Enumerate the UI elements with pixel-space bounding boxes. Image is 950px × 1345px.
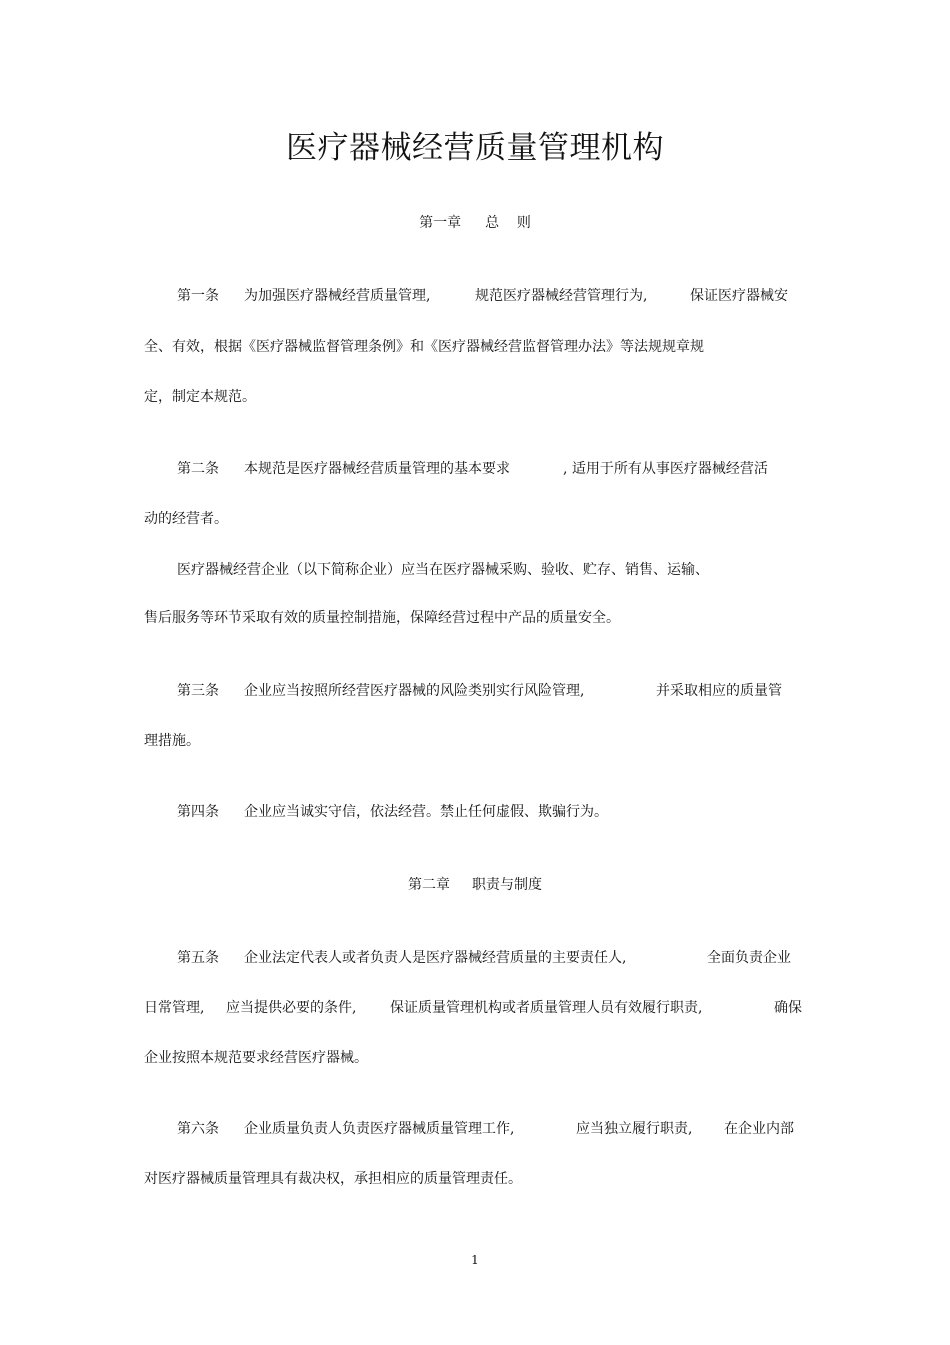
article-text: 确保 [774,1000,802,1016]
article-text: 全面负责企业 [707,950,791,966]
article-text: 全、有效，根据《医疗器械监督管理条例》和《医疗器械经营监督管理办法》等法规规章规 [144,339,704,355]
article-text: 保证质量管理机构或者质量管理人员有效履行职责, [390,1000,703,1016]
page-number: 1 [471,1253,479,1267]
article-text: 本规范是医疗器械经营质量管理的基本要求 [244,461,510,477]
article-text: 并采取相应的质量管 [656,683,782,699]
article-label: 第二条 [177,461,219,477]
chapter-name: 职责与制度 [472,877,542,893]
article-text: 日常管理, [144,1000,205,1016]
chapter-name: 总 则 [485,215,531,231]
article-text: 保证医疗器械安 [690,288,788,304]
article-text: 企业应当诚实守信，依法经营。禁止任何虚假、欺骗行为。 [244,804,608,820]
chapter-label: 第一章 [419,215,462,231]
article-label: 第三条 [177,683,219,699]
article-text: 企业按照本规范要求经营医疗器械。 [144,1050,368,1066]
article-label: 第五条 [177,950,219,966]
article-text: 应当独立履行职责, [576,1121,693,1137]
article-text: 对医疗器械质量管理具有裁决权，承担相应的质量管理责任。 [144,1171,522,1187]
article-text: 为加强医疗器械经营质量管理, [244,288,431,304]
article-text: 规范医疗器械经营管理行为, [475,288,648,304]
chapter-label: 第二章 [408,877,450,893]
article-text: 企业质量负责人负责医疗器械质量管理工作, [244,1121,515,1137]
article-text: 应当提供必要的条件, [226,1000,357,1016]
article-text: 售后服务等环节采取有效的质量控制措施，保障经营过程中产品的质量安全。 [144,610,620,626]
chapter-heading [0,213,950,233]
article-text: , 适用于所有从事医疗器械经营活 [563,461,768,477]
article-text: 理措施。 [144,733,200,749]
article-label: 第四条 [177,804,219,820]
document-title: 医疗器械经营质量管理机构 [286,130,664,166]
article-label: 第一条 [177,288,219,304]
article-text: 企业法定代表人或者负责人是医疗器械经营质量的主要责任人, [244,950,627,966]
article-text: 企业应当按照所经营医疗器械的风险类别实行风险管理, [244,683,585,699]
article-text: 医疗器械经营企业（以下简称企业）应当在医疗器械采购、验收、贮存、销售、运输、 [177,562,709,578]
article-text: 在企业内部 [724,1121,794,1137]
chapter-heading [0,875,950,895]
article-label: 第六条 [177,1121,219,1137]
article-text: 动的经营者。 [144,511,228,527]
article-text: 定，制定本规范。 [144,389,256,405]
